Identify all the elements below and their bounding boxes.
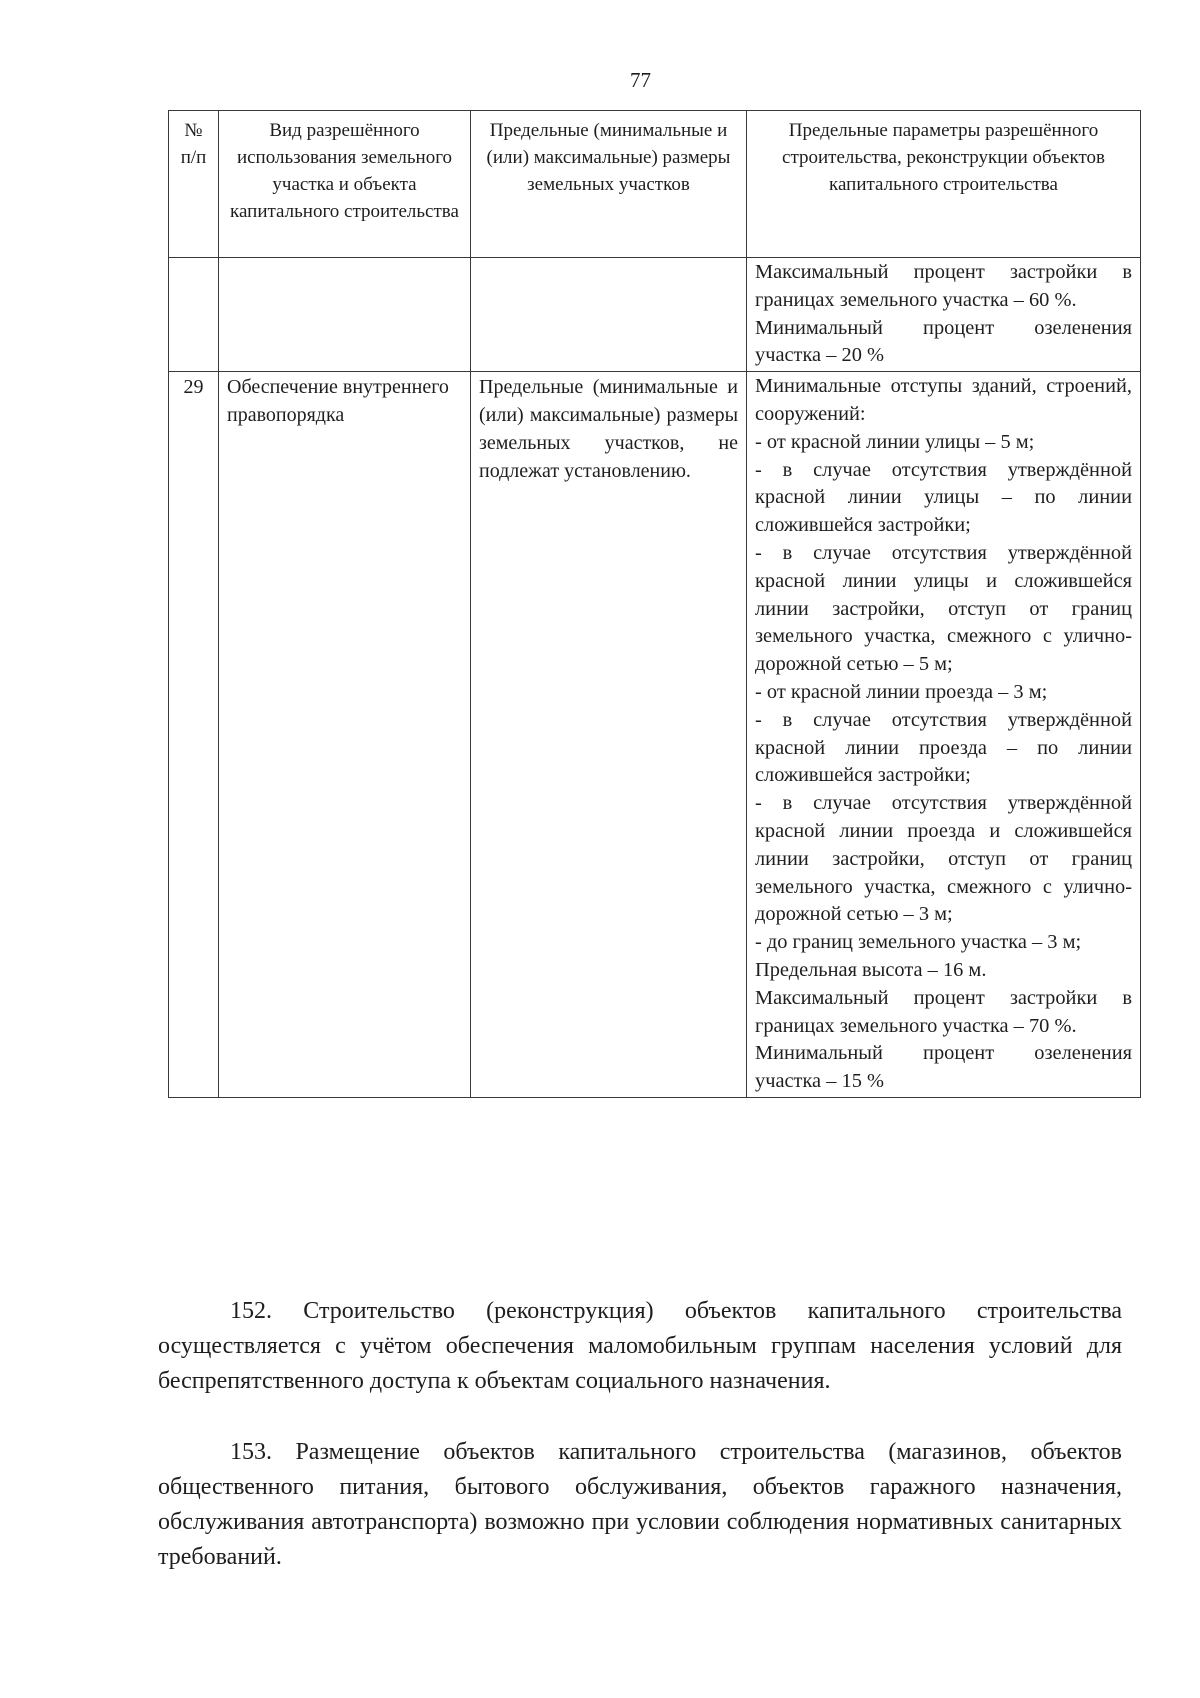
paragraph-text: 153. Размещение объектов капитального строительства (магазинов, объектов общественного питания, бытового обслуживания, объектов гаражного назначения, обслуживания автотранспорта) возможно при условии соблюдения нормативных санитарных требований.	[158, 1439, 1122, 1570]
row-number: 29	[169, 372, 219, 1098]
header-use-type: Вид разрешённого использования земельного участка и объекта капитального строительства	[219, 111, 471, 258]
paragraph-text: 152. Строительство (реконструкция) объектов капитального строительства осуществляется с учётом обеспечения маломобильным группам населения условий для беспрепятственного доступа к объектам социального назначения.	[158, 1298, 1122, 1394]
header-construction-params: Предельные параметры разрешённого строительства, реконструкции объектов капитального строительства	[747, 111, 1141, 258]
param-line: - до границ земельного участка – 3 м;	[755, 931, 1082, 954]
param-line: - в случае отсутствия утверждённой красной линии улицы и сложившейся линии застройки, отступ от границ земельного участка, смежного с улично-дорожной сетью – 5 м;	[755, 541, 1132, 676]
param-line: - в случае отсутствия утверждённой красной линии улицы – по линии сложившейся застройки;	[755, 458, 1132, 537]
param-line: Минимальные отступы зданий, строений, сооружений:	[755, 375, 1132, 425]
param-line: - в случае отсутствия утверждённой красной линии проезда и сложившейся линии застройки, отступ от границ земельного участка, смежного с улично-дорожной сетью – 3 м;	[755, 792, 1132, 926]
paragraph-152	[158, 1294, 1122, 1399]
param-line: - от красной линии проезда – 3 м;	[755, 680, 1048, 703]
row-plot-size	[471, 258, 747, 372]
table-row	[169, 258, 1141, 372]
row-plot-size: Предельные (минимальные и (или) максимальные) размеры земельных участков, не подлежат установлению.	[471, 372, 747, 1098]
page-number: 77	[630, 68, 651, 92]
param-line: - в случае отсутствия утверждённой красной линии проезда – по линии сложившейся застройки;	[755, 708, 1132, 787]
param-line: Предельная высота – 16 м.	[755, 958, 987, 981]
param-line: Минимальный процент озеленения участка – 15 %	[755, 1042, 1132, 1093]
paragraph-153	[158, 1435, 1122, 1575]
row-construction-params	[747, 372, 1141, 1098]
param-line: Максимальный процент застройки в границах земельного участка – 70 %.	[755, 986, 1132, 1037]
row-construction-params	[747, 258, 1141, 372]
header-number: № п/п	[169, 111, 219, 258]
param-line: Максимальный процент застройки в границах земельного участка – 60 %.	[755, 261, 1132, 311]
row-number	[169, 258, 219, 372]
table-header-row	[169, 111, 1141, 258]
param-line: Минимальный процент озеленения участка – 20 %	[755, 316, 1132, 367]
table-row	[169, 372, 1141, 1098]
land-use-table	[168, 110, 1141, 1098]
param-line: - от красной линии улицы – 5 м;	[755, 430, 1035, 453]
row-use-type	[219, 258, 471, 372]
header-plot-size: Предельные (минимальные и (или) максимальные) размеры земельных участков	[471, 111, 747, 258]
row-use-type: Обеспечение внутреннего правопорядка	[219, 372, 471, 1098]
